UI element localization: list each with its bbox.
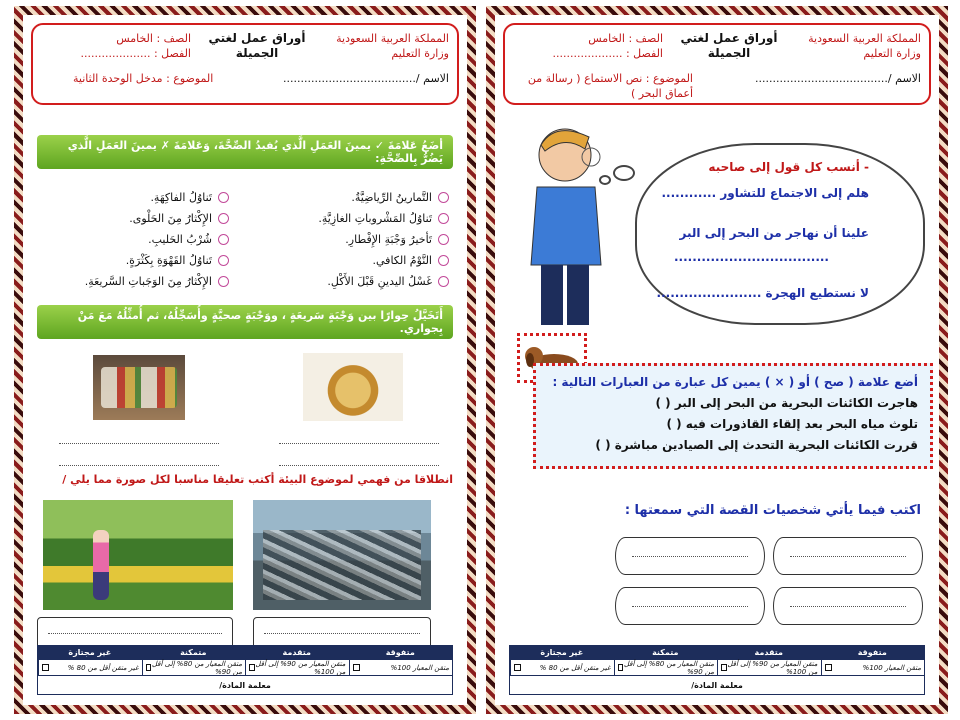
character-answer-box[interactable] xyxy=(773,587,923,625)
list-item[interactable]: الإِكْثارُ مِنَ الحَلْوى. xyxy=(39,208,229,229)
answer-circle[interactable] xyxy=(218,234,229,245)
answer-line[interactable] xyxy=(59,465,219,466)
quote-1: هلم إلى الاجتماع للتشاور ............ xyxy=(661,186,869,200)
quote-3: لا نستطيع الهجرة ....................... xyxy=(656,286,869,300)
grade-label: الصف : الخامس xyxy=(588,32,663,45)
list-item[interactable]: تَناوُلُ المَشْروباتِ الغازِيَّةِ. xyxy=(259,208,449,229)
header-box-left xyxy=(31,23,459,105)
list-item[interactable]: الإِكْثارُ مِنَ الوَجَباتِ السَّريعَةِ. xyxy=(39,271,229,292)
characters-instruction: اكتب فيما يأتي شخصيات القصة التي سمعتها : xyxy=(624,503,921,518)
rubric-checkbox[interactable] xyxy=(721,664,727,671)
ministry-label: وزارة التعليم xyxy=(391,47,449,60)
class-field[interactable]: الفصل : .................... xyxy=(552,47,663,60)
rubric-checkbox[interactable] xyxy=(42,664,49,671)
rubric-checkbox[interactable] xyxy=(146,664,152,671)
kingdom-label: المملكة العربية السعودية xyxy=(808,32,921,45)
class-field[interactable]: الفصل : .................... xyxy=(80,47,191,60)
grade-label: الصف : الخامس xyxy=(116,32,191,45)
list-item[interactable]: تَناوُلُ الفاكِهَةِ. xyxy=(39,187,229,208)
answer-circle[interactable] xyxy=(438,234,449,245)
rubric-checkbox[interactable] xyxy=(514,664,521,671)
answer-circle[interactable] xyxy=(218,192,229,203)
name-field[interactable]: الاسم /...................................... xyxy=(755,72,921,85)
answer-circle[interactable] xyxy=(438,255,449,266)
thought-bubble xyxy=(599,175,611,185)
answer-line[interactable] xyxy=(279,443,439,444)
rubric-checkbox[interactable] xyxy=(353,664,360,671)
answer-circle[interactable] xyxy=(218,255,229,266)
tf-item[interactable]: هاجرت الكائنات البحرية من البحر إلى البر ( ) xyxy=(655,396,918,410)
answer-circle[interactable] xyxy=(438,276,449,287)
tf-item[interactable]: تلوث مياه البحر بعد إلقاء القاذورات فيه ( ) xyxy=(666,417,918,431)
list-item[interactable]: النَّوْمُ الكافي. xyxy=(259,250,449,271)
worksheet-title: أوراق عمل لغتي الجميلة xyxy=(208,31,306,60)
worksheet-left xyxy=(14,6,476,714)
answer-line[interactable] xyxy=(279,465,439,466)
kingdom-label: المملكة العربية السعودية xyxy=(336,32,449,45)
list-item[interactable]: شُرْبُ الحَليبِ. xyxy=(39,229,229,250)
fast-food-image xyxy=(303,353,403,421)
character-answer-box[interactable] xyxy=(773,537,923,575)
quote-2: علينا أن نهاجر من البحر إلى البر xyxy=(679,226,869,240)
instruction-bar-dialogue: أَتَخَيَّلُ حِوارًا بين وَجْبَةٍ سَريعَةٍ ، ووَجْبَةٍ صحيَّةٍ وأُسَجِّلُهُ، ثم أُمثِّلُهُ مَعَ مَنْ بِجواري. xyxy=(37,305,453,339)
instruction-bar-health: أضَعُ عَلامَةَ ✓ يمينَ العَمَلِ الَّذي يُفيدُ الصِّحَّةَ، وَعَلامَةَ ✗ يمينَ العَمَلِ الَّذي يَضُرُّ بِالصِّحَّةِ: xyxy=(37,135,453,169)
rubric-checkbox[interactable] xyxy=(825,664,832,671)
header-box-right xyxy=(503,23,931,105)
boy-with-bubble-illustration xyxy=(505,115,615,335)
worksheet-title: أوراق عمل لغتي الجميلة xyxy=(680,31,778,60)
thought-bubble xyxy=(613,165,635,181)
character-answer-box[interactable] xyxy=(615,537,765,575)
name-field[interactable]: الاسم /...................................... xyxy=(283,72,449,85)
list-item[interactable]: غَسْلُ اليدينِ قَبْلَ الأَكْلِ. xyxy=(259,271,449,292)
rubric-table: متفوقة متقدمة متمكنة غير مجتازة متقن المعيار 100% متقن المعيار من 90% إلى أقل من 100% متقن المعيار من 80% إلى أقل من 90% غير متقن أقل من 80 % معلمة المادة/ xyxy=(37,645,453,695)
answer-circle[interactable] xyxy=(438,192,449,203)
list-item[interactable]: تَناوُلُ القَهْوَةِ بِكَثْرَةٍ. xyxy=(39,250,229,271)
checklist-right-column xyxy=(259,187,449,292)
character-answer-box[interactable] xyxy=(615,587,765,625)
tf-title: أضع علامة ( صح ) أو ( × ) يمين كل عبارة من العبارات التالية : xyxy=(552,375,918,389)
list-item[interactable]: التَّمارينُ الرِّياضِيَّةُ. xyxy=(259,187,449,208)
list-item[interactable]: تَأخيرُ وَجْبَةِ الإِفْطارِ. xyxy=(259,229,449,250)
girl-figure xyxy=(93,530,109,600)
cloud-title: - أنسب كل قول إلى صاحبه xyxy=(708,160,869,174)
rubric-checkbox[interactable] xyxy=(618,664,624,671)
environment-instruction: انطلاقا من فهمي لموضوع البيئة أكتب تعليقا مناسبا لكل صورة مما يلي / xyxy=(62,473,453,486)
teacher-signature-label: معلمة المادة/ xyxy=(219,680,271,690)
rubric-checkbox[interactable] xyxy=(249,664,255,671)
answer-circle[interactable] xyxy=(218,276,229,287)
answer-circle[interactable] xyxy=(218,213,229,224)
ministry-label: وزارة التعليم xyxy=(863,47,921,60)
tf-item[interactable]: قررت الكائنات البحرية التحدث إلى الصيادين مباشرة ( ) xyxy=(595,438,918,452)
subject-label: الموضوع : مدخل الوحدة الثانية xyxy=(73,72,214,85)
checklist-left-column xyxy=(39,187,229,292)
garden-image xyxy=(43,500,233,610)
answer-circle[interactable] xyxy=(438,213,449,224)
subject-label: الموضوع : نص الاستماع ( رسالة من أعماق البحر ) xyxy=(527,72,693,100)
pollution-image xyxy=(253,500,431,610)
answer-line[interactable] xyxy=(59,443,219,444)
teacher-signature-label: معلمة المادة/ xyxy=(691,680,743,690)
worksheet-right xyxy=(486,6,948,714)
true-false-box xyxy=(533,363,933,469)
quote-2-answer-line[interactable]: .................................. xyxy=(674,250,829,264)
healthy-meal-image xyxy=(93,355,185,420)
rubric-table: متفوقة متقدمة متمكنة غير مجتازة متقن المعيار 100% متقن المعيار من 90% إلى أقل من 100% متقن المعيار من 80% إلى أقل من 90% غير متقن أقل من 80 % معلمة المادة/ xyxy=(509,645,925,695)
